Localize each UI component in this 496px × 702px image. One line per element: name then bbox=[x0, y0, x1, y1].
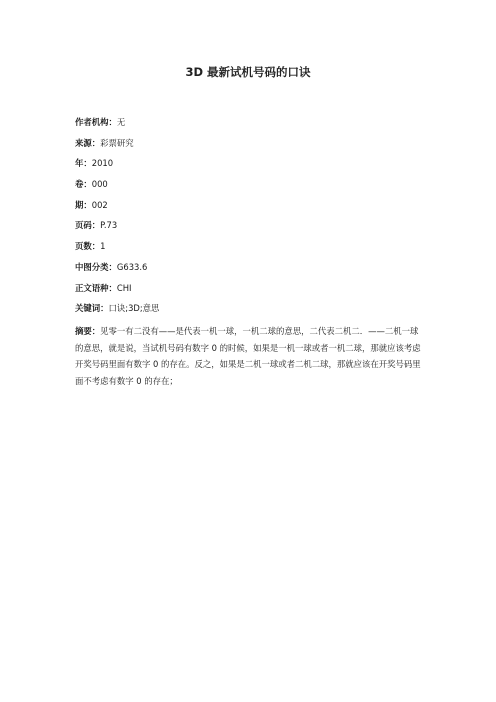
field-label: 正文语种： bbox=[75, 282, 117, 293]
field-label: 页数： bbox=[75, 241, 101, 252]
field-label: 摘要： bbox=[75, 325, 101, 336]
field-label: 中图分类： bbox=[75, 261, 117, 272]
field-label: 期： bbox=[75, 199, 92, 210]
metadata-list bbox=[75, 116, 425, 390]
field-source bbox=[75, 137, 425, 158]
document-title: 3D 最新试机号码的口诀 bbox=[185, 65, 311, 79]
abstract-text: 见零一有二没有——是代表一机一球，一机二球的意思，二代表二机二．——二机一球的意思，就是说，当试机号码有数字 0 的时候，如果是一机一球或者一机二球，那就应该考虑开奖号码里面有数字 0 的存在。反之，如果是二机一球或者二机二球，那就应该在开奖号码里面不考虑有数字 0 的存在； bbox=[75, 325, 421, 387]
field-page-count bbox=[75, 240, 425, 261]
field-label: 页码： bbox=[75, 220, 101, 231]
field-value: 口诀;3D;意思 bbox=[108, 303, 160, 314]
field-label: 年： bbox=[75, 158, 92, 169]
field-value: P.73 bbox=[100, 220, 118, 231]
field-value: 000 bbox=[91, 179, 108, 190]
field-value: 彩票研究 bbox=[100, 137, 134, 148]
field-keywords bbox=[75, 302, 425, 323]
field-abstract bbox=[75, 323, 425, 390]
field-value: 1 bbox=[100, 241, 106, 252]
field-label: 关键词： bbox=[75, 303, 109, 314]
field-issue bbox=[75, 199, 425, 220]
field-value: 无 bbox=[116, 117, 126, 127]
field-value: G633.6 bbox=[116, 261, 148, 272]
field-value: 2010 bbox=[91, 158, 114, 169]
field-label: 卷： bbox=[75, 179, 92, 190]
field-label: 作者机构： bbox=[75, 117, 117, 127]
field-value: CHI bbox=[116, 282, 132, 293]
field-pages bbox=[75, 219, 425, 240]
field-year bbox=[75, 157, 425, 178]
field-label: 来源： bbox=[75, 137, 101, 148]
field-author-institution bbox=[75, 116, 425, 137]
field-value: 002 bbox=[91, 199, 108, 210]
field-language bbox=[75, 282, 425, 303]
field-volume bbox=[75, 178, 425, 199]
field-classification bbox=[75, 261, 425, 282]
